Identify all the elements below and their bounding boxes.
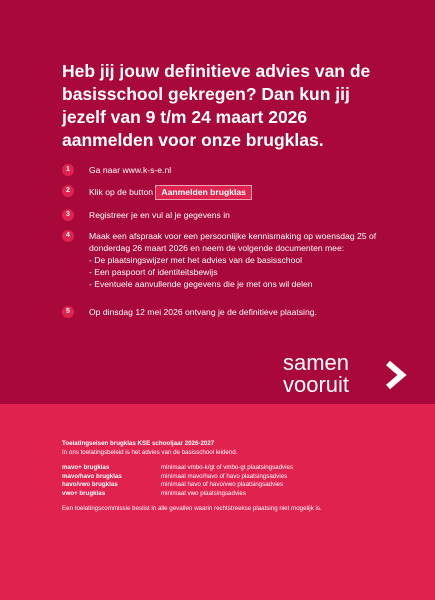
- step-2: [62, 185, 392, 200]
- step-number-badge: 3: [62, 209, 74, 221]
- document-item: - De plaatsingswijzer met het advies van de basisschool: [89, 255, 303, 265]
- level-cell: mavo/havo brugklas: [62, 472, 122, 480]
- step-number-badge: 1: [62, 164, 74, 176]
- table-row: [62, 481, 293, 490]
- eligibility-title: Toelatingseisen brugklas KSE schooljaar 2026-2027: [62, 440, 215, 447]
- step-number-badge: 2: [62, 185, 74, 197]
- table-row: [62, 473, 293, 482]
- eligibility-intro: In ons toelatingsbeleid is het advies van de basisschool leidend.: [62, 448, 238, 456]
- requirement-cell: minimaal vmbo-k/gt of vmbo-gt plaatsingsadvies: [161, 464, 294, 471]
- document-item: - Eventuele aanvullende gegevens die je met ons wil delen: [89, 279, 313, 289]
- step-text: Op dinsdag 12 mei 2026 ontvang je de definitieve plaatsing.: [89, 307, 317, 317]
- requirement-cell: minimaal havo of havo/vwo plaatsingsadvies: [161, 481, 284, 488]
- step-number-badge: 4: [62, 230, 74, 242]
- documents-list: [89, 254, 392, 290]
- step-5: [62, 306, 392, 318]
- step-1: [62, 164, 392, 176]
- step-4: [62, 230, 392, 290]
- headline: Heb jij jouw definitieve advies van de basisschool gekregen? Dan kun jij jezelf van 9 t/m 24 maart 2026 aanmelden voor onze brugklas.: [62, 61, 371, 150]
- samen-vooruit-logo: [283, 352, 413, 397]
- step-text: Klik op de button: [89, 187, 154, 197]
- requirement-cell: minimaal mavo/havo of havo plaatsingsadvies: [161, 472, 288, 480]
- requirement-cell: minimaal vwo plaatsingsadvies: [161, 489, 246, 497]
- step-text: Registreer je en vul al je gegevens in: [89, 210, 230, 220]
- logo-line-2: vooruit: [283, 372, 350, 397]
- step-number-badge: 5: [62, 306, 74, 318]
- table-row: [62, 464, 293, 473]
- steps-list: [62, 164, 392, 318]
- level-cell: mavo+ brugklas: [62, 464, 110, 471]
- level-cell: vwo+ brugklas: [62, 489, 106, 497]
- logo-line-1: samen: [283, 350, 350, 375]
- table-row: [62, 490, 293, 499]
- step-text: Ga naar www.k-s-e.nl: [89, 165, 172, 175]
- step-3: [62, 209, 392, 221]
- step-text: Maak een afspraak voor een persoonlijke kennismaking op woensdag 25 of donderdag 26 maart 2026 en neem de volgende documenten mee:: [89, 231, 377, 253]
- chevron-right-icon: [383, 360, 409, 390]
- eligibility-section: [62, 440, 392, 514]
- aanmelden-brugklas-button[interactable]: Aanmelden brugklas: [155, 185, 252, 200]
- eligibility-table: [62, 464, 293, 498]
- level-cell: havo/vwo brugklas: [62, 481, 118, 488]
- eligibility-footer: Een toelatingscommissie beslist in alle gevallen waarin rechtstreekse plaatsing niet mogelijk is.: [62, 505, 322, 512]
- document-item: - Een paspoort of identiteitsbewijs: [89, 267, 218, 277]
